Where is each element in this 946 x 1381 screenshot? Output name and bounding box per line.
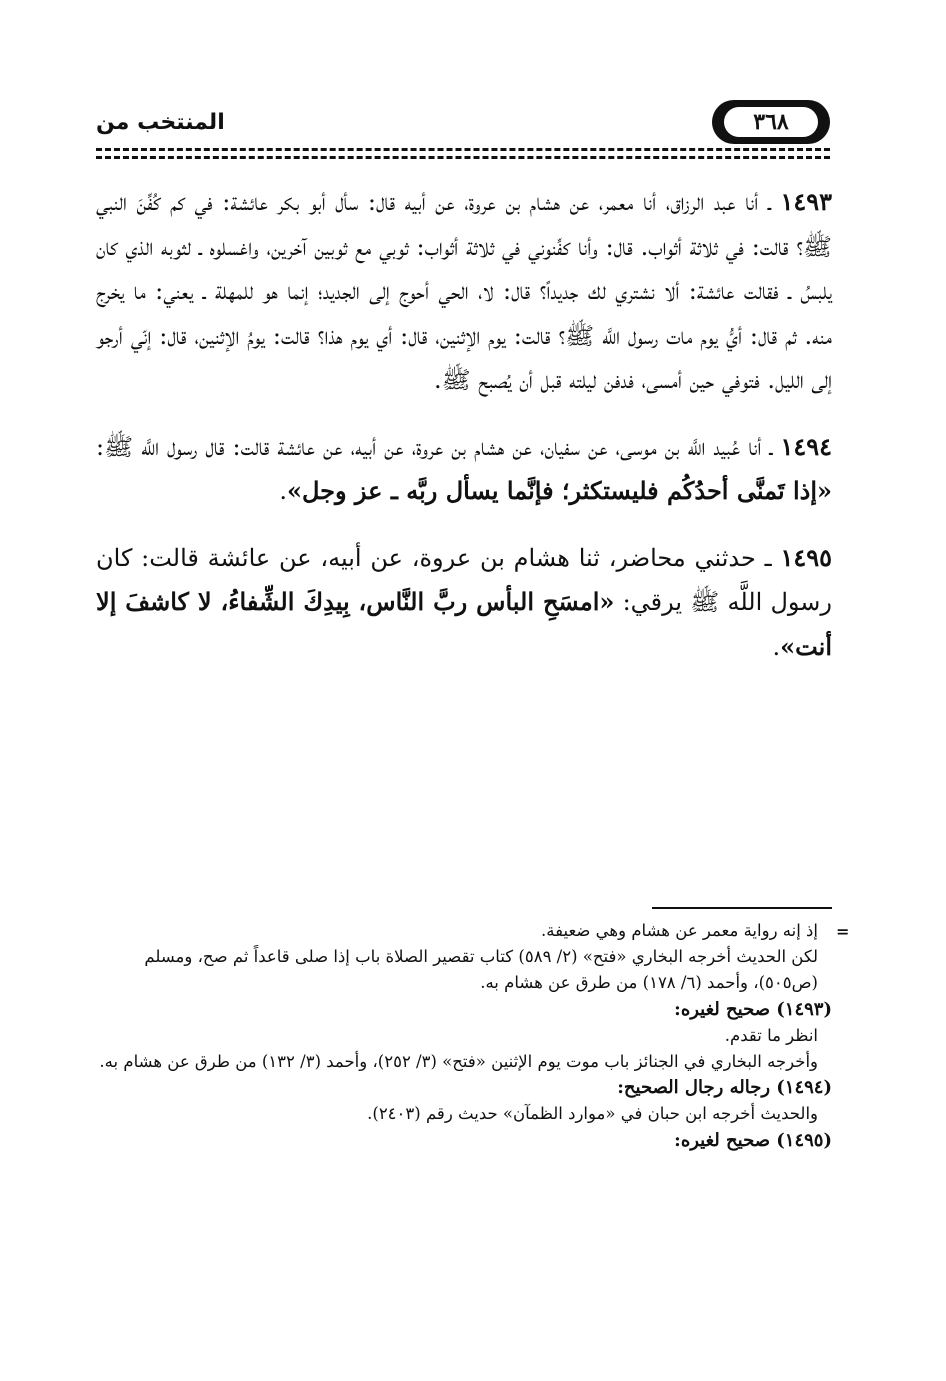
footnote-separator (652, 907, 832, 909)
hadith-1493 (96, 180, 832, 403)
hadith-end: . (279, 477, 287, 505)
footnote-line: وأخرجه البخاري في الجنائز باب موت يوم الإثنين «فتح» (٣/ ٢٥٢)، وأحمد (٣/ ١٣٢) من طرق عن هشام به. (99, 1052, 818, 1072)
footnote-heading: (١٤٩٣) صحيح لغيره: (674, 998, 832, 1020)
page-number-badge (712, 100, 830, 144)
hadith-quote: «امسَحِ البأس ربَّ النَّاس، بِيدِكَ الشِّفاءُ، لا كاشفَ إلا أنت» (96, 587, 832, 661)
footnote-heading: (١٤٩٥) صحيح لغيره: (674, 1129, 832, 1151)
hadith-text: ـ أنا عُبيد اللَّه بن موسى، عن سفيان، عن هشام بن عروة، عن أبيه، عن عائشة قالت: قال رسول اللَّه ﷺ: (96, 432, 781, 461)
page-number: ٣٦٨ (724, 107, 818, 137)
hadith-quote: «إذا تَمنَّى أحدُكُم فليستكثر؛ فإنَّما يسأل ربَّه ـ عز وجل» (286, 476, 832, 505)
footnote-continuation-marker: = (836, 922, 850, 941)
running-title: المنتخب من (96, 110, 225, 135)
hadith-number: ١٤٩٥ (780, 542, 832, 572)
hadith-text: ـ أنا عبد الرزاق، أنا معمر، عن هشام بن عروة، عن أبيه قال: سأل أبو بكر عائشة: في كم كُفِّنَ النبي ﷺ؟ قالت: في ثلاثة أثواب. قال: وأنا كفِّنوني في ثلاثة أثواب: ثوبي مع ثوبين آخرين، واغسلوه ـ لثوبه الذي كان يلبسُ ـ فقالت عائشة: ألا نشتري لك جديداً؟ قال: لا، الحي أحوج إلى الجديد؛ إنما هو للمهلة ـ يعني: ما يخرج منه. ثم قال: أيُّ يوم مات رسول اللَّه ﷺ؟ قالت: يوم الإثنين، قال: أي يوم هذا؟ قالت: يومُ الإثنين، قال: إنّي أرجو إلى الليل. فتوفي حين أمسى، فدفن ليلته قبل أن يُصبح ﷺ. (96, 188, 832, 394)
hadith-1495 (96, 536, 832, 670)
hadith-number: ١٤٩٣ (780, 187, 832, 216)
hadith-number: ١٤٩٤ (780, 431, 832, 461)
footnote-line: انظر ما تقدم. (724, 1025, 818, 1045)
footnote-line: إذ إنه رواية معمر عن هشام وهي ضعيفة. (541, 921, 818, 940)
header-rule (96, 156, 830, 159)
footnote-heading: (١٤٩٤) رجاله رجال الصحيح: (617, 1077, 832, 1099)
hadith-1494 (96, 425, 832, 514)
footnote-line: لكن الحديث أخرجه البخاري «فتح» (٢/ ٥٨٩) كتاب تقصير الصلاة باب إذا صلى قاعداً ثم صح، ومسلم (ص٥٠٥)، وأحمد (٦/ ١٧٨) من طرق عن هشام به. (144, 947, 818, 993)
main-text (96, 180, 832, 669)
hadith-text: ـ حدثني محاضر، ثنا هشام بن عروة، عن أبيه، عن عائشة قالت: كان رسول اللَّه ﷺ يرقي: (96, 543, 832, 616)
footnotes (96, 918, 832, 1154)
hadith-end: . (772, 632, 781, 661)
footnote-line: والحديث أخرجه ابن حبان في «موارد الظمآن» حديث رقم (٢٤٠٣). (367, 1104, 818, 1124)
header-rule (96, 148, 830, 151)
